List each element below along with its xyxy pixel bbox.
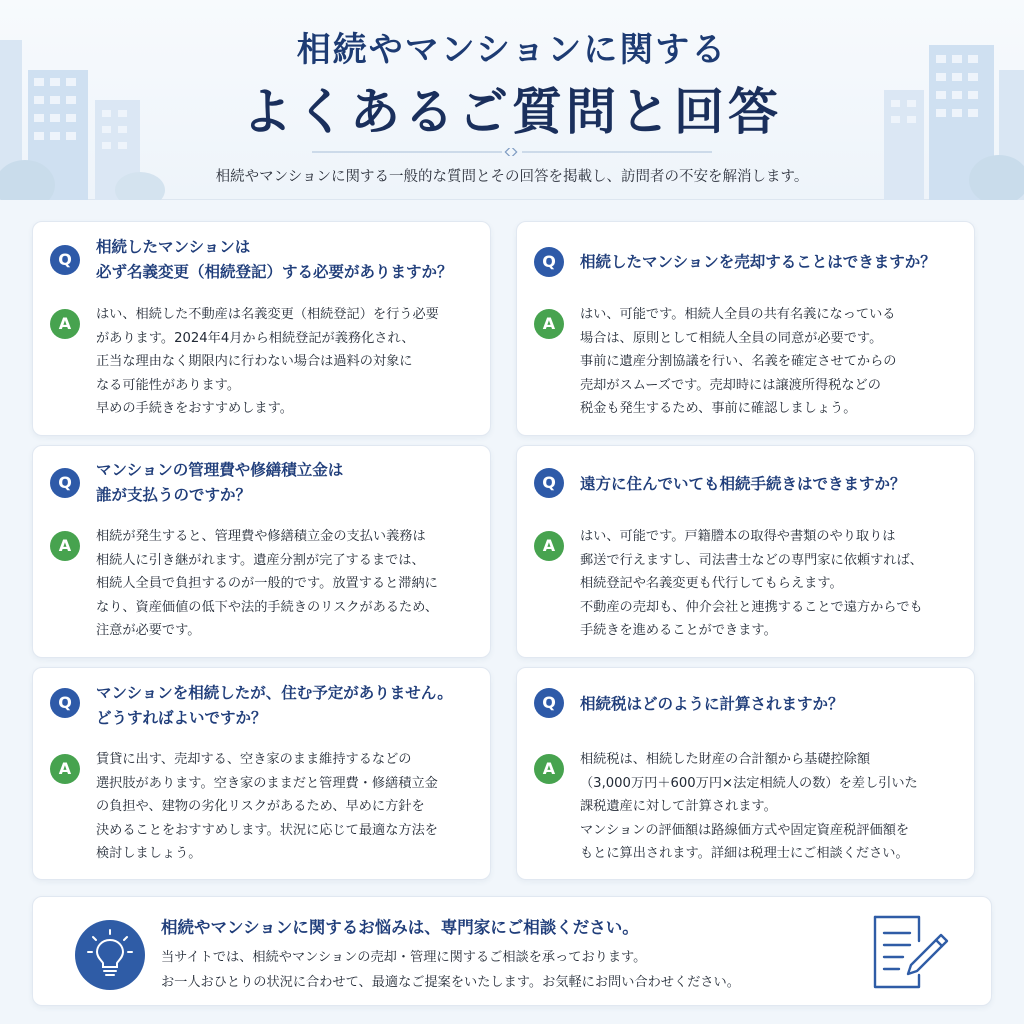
faq-question: マンションを相続したが、住む予定がありません。 どうすればよいですか？ xyxy=(96,683,453,727)
document-pen-icon xyxy=(867,913,951,993)
question-badge: Q xyxy=(50,468,80,498)
faq-answer: はい、相続した不動産は名義変更（相続登記）を行う必要 があります。2024年4月から相続登記が義務化され、 正当な理由なく期限内に行わない場合は過料の対象に なる可能性があります。 早めの手続きをおすすめします。 xyxy=(96,307,439,416)
consultation-banner xyxy=(32,896,992,1006)
faq-card xyxy=(516,445,975,658)
answer-badge: A xyxy=(50,309,80,339)
faq-answer: はい、可能です。相続人全員の共有名義になっている 場合は、原則として相続人全員の同意が必要です。 事前に遺産分割協議を行い、名義を確定させてからの 売却がスムーズです。売却時には譲渡所得税などの 税金も発生するため、事前に確認しましょう。 xyxy=(580,307,897,416)
lightbulb-icon xyxy=(75,920,145,990)
question-badge: Q xyxy=(534,688,564,718)
page-subtitle: 相続やマンションに関する一般的な質問とその回答を掲載し、訪問者の不安を解消します。 xyxy=(215,169,809,185)
question-badge: Q xyxy=(50,688,80,718)
faq-answer: 賃貸に出す、売却する、空き家のまま維持するなどの 選択肢があります。空き家のままだと管理費・修繕積立金 の負担や、建物の劣化リスクがあるため、早めに方針を 決めることをおすすめします。状況に応じて最適な方法を 検討しましょう。 xyxy=(96,752,438,861)
question-badge: Q xyxy=(534,247,564,277)
faq-answer: 相続が発生すると、管理費や修繕積立金の支払い義務は 相続人に引き継がれます。遺産分割が完了するまでは、 相続人全員で負担するのが一般的です。放置すると滞納に なり、資産価値の低下や法的手続きのリスクがあるため、 注意が必要です。 xyxy=(96,529,439,638)
answer-badge: A xyxy=(534,531,564,561)
faq-question: 相続したマンションを売却することはできますか？ xyxy=(580,252,936,271)
answer-badge: A xyxy=(50,531,80,561)
faq-card xyxy=(516,667,975,880)
consultation-title: 相続やマンションに関するお悩みは、専門家にご相談ください。 xyxy=(161,918,639,937)
faq-card xyxy=(516,221,975,436)
answer-badge: A xyxy=(50,754,80,784)
faq-question: 遠方に住んでいても相続手続きはできますか？ xyxy=(580,474,906,493)
hero-header xyxy=(0,0,1024,200)
answer-badge: A xyxy=(534,309,564,339)
faq-card xyxy=(32,667,491,880)
faq-answer: 相続税は、相続した財産の合計額から基礎控除額 （3,000万円＋600万円×法定相続人の数）を差し引いた 課税遺産に対して計算されます。 マンションの評価額は路線価方式や固定資産税評価額を もとに算出されます。詳細は税理士にご相談ください。 xyxy=(580,752,918,861)
faq-card xyxy=(32,445,491,658)
question-badge: Q xyxy=(50,245,80,275)
page-title-line2: よくあるご質問と回答 xyxy=(242,82,782,141)
question-badge: Q xyxy=(534,468,564,498)
answer-badge: A xyxy=(534,754,564,784)
faq-question: マンションの管理費や修繕積立金は 誰が支払うのですか？ xyxy=(96,460,344,504)
faq-question: 相続税はどのように計算されますか？ xyxy=(580,694,844,713)
consultation-body: 当サイトでは、相続やマンションの売却・管理に関するご相談を承っております。 お一人おひとりの状況に合わせて、最適なご提案をいたします。お気軽にお問い合わせください。 xyxy=(161,950,740,990)
title-divider xyxy=(312,148,712,156)
faq-answer: はい、可能です。戸籍謄本の取得や書類のやり取りは 郵送で行えますし、司法書士などの専門家に依頼すれば、 相続登記や名義変更も代行してもらえます。 不動産の売却も、仲介会社と連携することで遠方からでも 手続きを進めることができます。 xyxy=(580,529,923,638)
faq-card xyxy=(32,221,491,436)
page-title-line1: 相続やマンションに関する xyxy=(296,30,728,70)
faq-question: 相続したマンションは 必ず名義変更（相続登記）する必要がありますか？ xyxy=(96,237,453,281)
